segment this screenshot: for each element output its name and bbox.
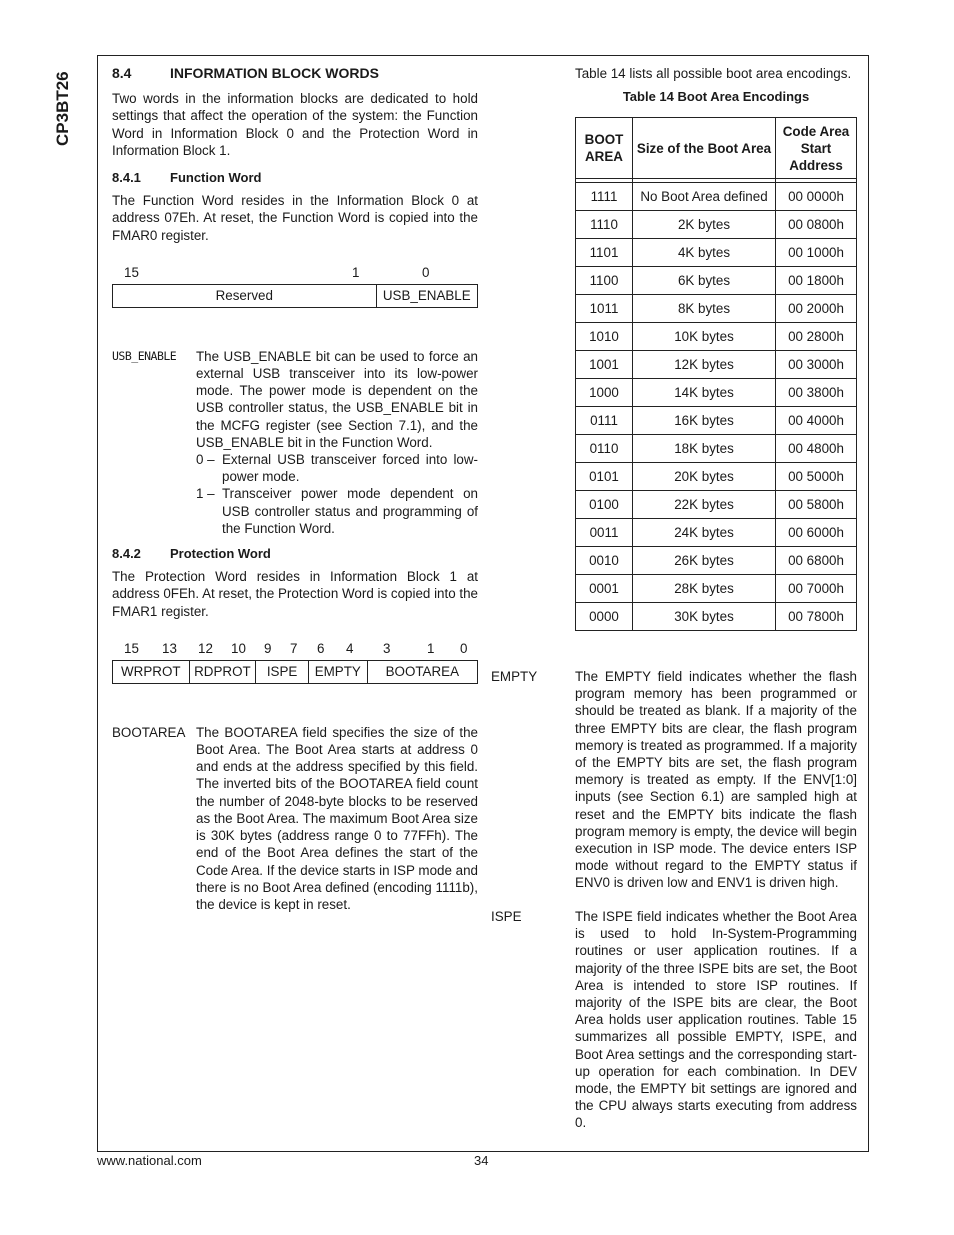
empty-field-name: EMPTY bbox=[491, 669, 538, 684]
table-cell: 00 6000h bbox=[776, 519, 857, 547]
table-header: Size of the Boot Area bbox=[633, 118, 776, 179]
page-number: 34 bbox=[474, 1153, 489, 1168]
table-cell: 1101 bbox=[576, 239, 633, 267]
field-description: The BOOTAREA field specifies the size of the Boot Area. The Boot Area starts at address 0 and ends at the address specified by this field. The inverted bits of the BOOTAREA field count the number of 2048-byte blocks to be reserved as the Boot Area. The maximum Boot Area size is 30K bytes (address range 0 to 77FFh). The end of the Boot Area defines the start of the Code Area. If the device starts in ISP mode and there is no Boot Area defined (encoding 1111b), the device is kept in reset. bbox=[196, 724, 478, 912]
register-fields bbox=[112, 660, 478, 684]
table-row bbox=[576, 211, 857, 239]
table-cell: 30K bytes bbox=[633, 603, 776, 631]
subsection-title: Protection Word bbox=[170, 546, 271, 562]
bit-number: 0 bbox=[422, 264, 430, 280]
table-cell: 1100 bbox=[576, 267, 633, 295]
table-cell: 00 0000h bbox=[776, 183, 857, 211]
bit-number: 12 bbox=[198, 640, 213, 656]
bit-number: 0 bbox=[460, 640, 468, 656]
bit-number: 13 bbox=[162, 640, 177, 656]
table-cell: 00 7000h bbox=[776, 575, 857, 603]
table-cell: No Boot Area defined bbox=[633, 183, 776, 211]
table-cell: 00 5800h bbox=[776, 491, 857, 519]
table-cell: 00 2800h bbox=[776, 323, 857, 351]
table-row bbox=[576, 351, 857, 379]
table-cell: 00 0800h bbox=[776, 211, 857, 239]
register-bit-numbers bbox=[112, 640, 478, 660]
table-cell: 1010 bbox=[576, 323, 633, 351]
bit-number: 4 bbox=[346, 640, 354, 656]
table-cell: 10K bytes bbox=[633, 323, 776, 351]
register-field: USB_ENABLE bbox=[382, 287, 471, 303]
protection-word-register bbox=[112, 640, 478, 684]
bit-number: 1 bbox=[352, 264, 360, 280]
register-field: Reserved bbox=[113, 285, 377, 307]
register-field: BOOTAREA bbox=[385, 663, 460, 679]
section-heading bbox=[112, 65, 478, 82]
table-cell: 28K bytes bbox=[633, 575, 776, 603]
register-field: ISPE bbox=[256, 661, 309, 683]
table-cell: 1011 bbox=[576, 295, 633, 323]
table-row bbox=[576, 239, 857, 267]
right-column bbox=[575, 65, 857, 631]
subsection-number: 8.4.1 bbox=[112, 170, 141, 186]
table-cell: 1001 bbox=[576, 351, 633, 379]
table-row bbox=[576, 603, 857, 631]
table-cell: 0110 bbox=[576, 435, 633, 463]
frame-left-rule bbox=[97, 55, 98, 1152]
subsection-title: Function Word bbox=[170, 170, 262, 186]
table-cell: 6K bytes bbox=[633, 267, 776, 295]
protection-word-heading bbox=[112, 545, 478, 562]
table-cell: 00 3000h bbox=[776, 351, 857, 379]
frame-right-rule bbox=[868, 55, 869, 1152]
table-row bbox=[576, 295, 857, 323]
bit-number: 10 bbox=[231, 640, 246, 656]
table-cell: 1111 bbox=[576, 183, 633, 211]
register-field: RDPROT bbox=[190, 661, 257, 683]
table-cell: 20K bytes bbox=[633, 463, 776, 491]
table-row bbox=[576, 323, 857, 351]
register-bit-numbers bbox=[112, 264, 478, 284]
register-field: WRPROT bbox=[113, 661, 190, 683]
section-title: INFORMATION BLOCK WORDS bbox=[170, 65, 379, 81]
table-cell: 00 2000h bbox=[776, 295, 857, 323]
table-cell: 14K bytes bbox=[633, 379, 776, 407]
footer-website: www.national.com bbox=[97, 1153, 202, 1168]
table-cell: 00 6800h bbox=[776, 547, 857, 575]
boot-area-table bbox=[575, 117, 857, 631]
subsection-number: 8.4.2 bbox=[112, 546, 141, 562]
list-lead: 0 – bbox=[196, 452, 215, 468]
table-cell: 16K bytes bbox=[633, 407, 776, 435]
table-cell: 0000 bbox=[576, 603, 633, 631]
table-header-row bbox=[576, 118, 857, 179]
table-cell: 0001 bbox=[576, 575, 633, 603]
table-cell: 26K bytes bbox=[633, 547, 776, 575]
table-cell: 22K bytes bbox=[633, 491, 776, 519]
usb-enable-definition bbox=[112, 348, 478, 537]
bit-number: 15 bbox=[124, 264, 139, 280]
table-cell: 12K bytes bbox=[633, 351, 776, 379]
section-number: 8.4 bbox=[112, 65, 132, 81]
table-row bbox=[576, 183, 857, 211]
field-description: The USB_ENABLE bit can be used to force an external USB transceiver into its low-power mode. The power mode is dependent on the USB controller status, the USB_ENABLE bit in the MCFG register (see Section 7.1), and the USB_ENABLE bit in the Function Word. bbox=[196, 348, 478, 450]
table-cell: 8K bytes bbox=[633, 295, 776, 323]
left-column bbox=[112, 65, 478, 921]
bit-number: 9 bbox=[264, 640, 272, 656]
table-cell: 00 5000h bbox=[776, 463, 857, 491]
table-cell: 18K bytes bbox=[633, 435, 776, 463]
side-doc-title bbox=[54, 60, 84, 170]
table-cell: 0100 bbox=[576, 491, 633, 519]
bootarea-definition bbox=[112, 724, 478, 913]
table-row bbox=[576, 267, 857, 295]
bit-number: 1 bbox=[427, 640, 435, 656]
table-row bbox=[576, 519, 857, 547]
table-row bbox=[576, 547, 857, 575]
register-field: EMPTY bbox=[309, 661, 368, 683]
table-row bbox=[576, 491, 857, 519]
list-item bbox=[196, 485, 478, 537]
bit-number: 6 bbox=[317, 640, 325, 656]
field-name: USB_ENABLE bbox=[112, 348, 177, 363]
table-row bbox=[576, 407, 857, 435]
function-word-register bbox=[112, 264, 478, 308]
table-caption: Table 14 Boot Area Encodings bbox=[622, 89, 810, 105]
bit-number: 3 bbox=[383, 640, 391, 656]
table-cell: 0111 bbox=[576, 407, 633, 435]
ispe-field-description: The ISPE field indicates whether the Boot Area is used to hold In-System-Programming routines or user application routines. If a majority of the three ISPE bits are set, the Boot Area is intended to store ISP routines. If majority of the ISPE bits are clear, the Boot Area holds user application routines. Table 15 summarizes all possible EMPTY, ISPE, and Boot Area settings and the corresponding start-up operation for each combination. In DEV mode, the EMPTY bit settings are ignored and the CPU always starts executing from address 0. bbox=[575, 909, 857, 1131]
table-cell: 00 4000h bbox=[776, 407, 857, 435]
function-word-heading bbox=[112, 169, 478, 186]
protection-word-text: The Protection Word resides in Information Block 1 at address 0FEh. At reset, the Protection Word is copied into the FMAR1 register. bbox=[112, 569, 478, 619]
section-intro: Two words in the information blocks are dedicated to hold settings that affect the operation of the system: the Function Word in Information Block 0 and the Protection Word in Information Block 1. bbox=[112, 91, 478, 158]
ispe-field-name: ISPE bbox=[491, 909, 522, 924]
frame-top-rule bbox=[97, 55, 869, 56]
function-word-text: The Function Word resides in the Information Block 0 at address 07Eh. At reset, the Function Word is copied into the FMAR0 register. bbox=[112, 193, 478, 243]
table-cell: 0011 bbox=[576, 519, 633, 547]
doc-title-text: CP3BT26 bbox=[53, 71, 72, 146]
table-cell: 00 7800h bbox=[776, 603, 857, 631]
field-name: BOOTAREA bbox=[112, 724, 186, 740]
table-cell: 2K bytes bbox=[633, 211, 776, 239]
list-item bbox=[196, 451, 478, 485]
table-row bbox=[576, 435, 857, 463]
list-lead: 1 – bbox=[196, 486, 215, 502]
register-fields bbox=[112, 284, 478, 308]
bit-number: 7 bbox=[290, 640, 298, 656]
table-row bbox=[576, 575, 857, 603]
table-cell: 1000 bbox=[576, 379, 633, 407]
table-header: Code Area Start Address bbox=[776, 118, 857, 179]
table-cell: 0010 bbox=[576, 547, 633, 575]
table-cell: 00 1800h bbox=[776, 267, 857, 295]
bit-number: 15 bbox=[124, 640, 139, 656]
table-row bbox=[576, 463, 857, 491]
list-text: External USB transceiver forced into low-power mode. bbox=[222, 452, 478, 485]
table-body bbox=[576, 179, 857, 631]
table-intro: Table 14 lists all possible boot area encodings. bbox=[575, 66, 852, 81]
list-text: Transceiver power mode dependent on USB controller status and programming of the Function Word. bbox=[222, 486, 478, 536]
table-cell: 00 4800h bbox=[776, 435, 857, 463]
table-cell: 4K bytes bbox=[633, 239, 776, 267]
empty-field-description: The EMPTY field indicates whether the flash program memory has been programmed or should be treated as blank. If a majority of the three EMPTY bits are clear, the flash program memory is treated as programmed. If a majority of the EMPTY bits are set, the flash program memory is treated as empty. If the ENV[1:0] inputs (see Section 6.1) are sampled high at reset and the EMPTY bits indicate the flash program memory is empty, the device will begin execution in ISP mode. The device enters ISP mode without regard to the EMPTY status if ENV0 is driven low and ENV1 is driven high. bbox=[575, 669, 857, 891]
table-cell: 1110 bbox=[576, 211, 633, 239]
table-cell: 0101 bbox=[576, 463, 633, 491]
table-cell: 00 1000h bbox=[776, 239, 857, 267]
table-row bbox=[576, 379, 857, 407]
table-header: BOOT AREA bbox=[576, 118, 633, 179]
table-cell: 00 3800h bbox=[776, 379, 857, 407]
table-cell: 24K bytes bbox=[633, 519, 776, 547]
